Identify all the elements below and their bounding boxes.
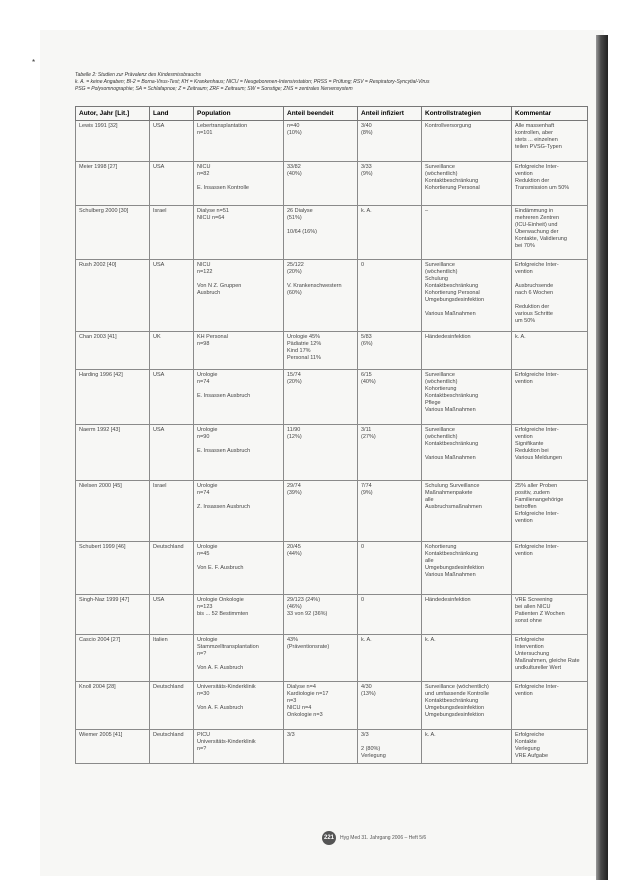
cell-author: Cascio 2004 [27] <box>76 635 150 682</box>
col-header-author: Autor, Jahr [Lit.] <box>76 107 150 121</box>
cell-author: Lewis 1991 [32] <box>76 121 150 162</box>
col-header-comment: Kommentar <box>512 107 588 121</box>
cell-country: USA <box>150 425 194 481</box>
col-header-control-strategies: Kontrollstrategien <box>422 107 512 121</box>
table-row <box>76 206 588 260</box>
cell-colonized: 3/3 <box>284 730 358 764</box>
cell-comment: Erfolgreiche Inter- vention <box>512 542 588 595</box>
cell-control-strategies: Surveillance (wöchentlich) Kontaktbeschränkung Kohortierung Personal <box>422 162 512 206</box>
studies-table <box>75 106 588 764</box>
table-row <box>76 481 588 542</box>
cell-author: Naerm 1992 [43] <box>76 425 150 481</box>
cell-population: Lebertransplantation n=101 <box>194 121 284 162</box>
cell-infected: 0 <box>358 542 422 595</box>
cell-comment: Alle massenhaft kontrollen, aber stets ... einzelnen teilen PVSG-Typen <box>512 121 588 162</box>
page-footer <box>322 832 426 844</box>
cell-colonized: 43% (Präventionsrate) <box>284 635 358 682</box>
col-header-population: Population <box>194 107 284 121</box>
cell-population: Urologie n=45 Von E. F. Ausbruch <box>194 542 284 595</box>
table-row <box>76 162 588 206</box>
col-header-share-colonized: Anteil beendeit <box>284 107 358 121</box>
cell-colonized: 29/123 (24%) (46%) 33 von 92 (36%) <box>284 595 358 635</box>
cell-country: Deutschland <box>150 542 194 595</box>
cell-population: Dialyse n=51 NICU n=64 <box>194 206 284 260</box>
table-row <box>76 121 588 162</box>
cell-country: USA <box>150 370 194 425</box>
cell-population: Urologie n=90 E. Insassen Ausbruch <box>194 425 284 481</box>
cell-colonized: Dialyse n=4 Kardiologie n=17 n=3 NICU n=4 Onkologie n=3 <box>284 682 358 730</box>
cell-comment: Erfolgreiche Kontakte Verlegung VRE Aufgabe <box>512 730 588 764</box>
cell-population: KH Personal n=98 <box>194 332 284 370</box>
cell-country: UK <box>150 332 194 370</box>
cell-control-strategies: Schulung Surveillance Maßnahmenpakete alle Ausbruchsmaßnahmen <box>422 481 512 542</box>
cell-author: Harding 1996 [42] <box>76 370 150 425</box>
cell-population: Urologie Stammzelltransplantation n=? Von A. F. Ausbruch <box>194 635 284 682</box>
cell-country: Deutschland <box>150 730 194 764</box>
page-number: 221 <box>322 831 336 845</box>
cell-country: USA <box>150 162 194 206</box>
table-header-row <box>76 107 588 121</box>
cell-control-strategies: k. A. <box>422 635 512 682</box>
cell-country: Israel <box>150 206 194 260</box>
cell-infected: k. A. <box>358 206 422 260</box>
cell-author: Nielsen 2000 [45] <box>76 481 150 542</box>
cell-author: Wiemer 2005 [41] <box>76 730 150 764</box>
cell-author: Chan 2003 [41] <box>76 332 150 370</box>
caption-line: k. A. = keine Angaben; BI-2 = Borna-Virus-Test; KH = Krankenhaus; NICU = Neugeborenen-Intensivstation; PRSS = Prüfung; RSV = Respiratory-Syncytial-Virus <box>75 79 430 85</box>
cell-colonized: Urologie 45% Pädiatrie 12% Kind 17% Personal 11% <box>284 332 358 370</box>
cell-comment: k. A. <box>512 332 588 370</box>
cell-comment: Erfolgreiche Inter- vention <box>512 682 588 730</box>
cell-colonized: 20/45 (44%) <box>284 542 358 595</box>
cell-country: USA <box>150 595 194 635</box>
col-header-country: Land <box>150 107 194 121</box>
cell-control-strategies: Kontrollversorgung <box>422 121 512 162</box>
cell-country: Israel <box>150 481 194 542</box>
caption-line: PSG = Polysomnographie; SA = Schlafapnoe; Z = Zeitraum; ZRF = Zeitraum; SW = Sonstige; ZNS = zentrales Nervensystem <box>75 86 353 92</box>
cell-control-strategies: k. A. <box>422 730 512 764</box>
cell-control-strategies: Händedesinfektion <box>422 332 512 370</box>
cell-infected: 0 <box>358 595 422 635</box>
table-row <box>76 260 588 332</box>
cell-author: Singh-Naz 1999 [47] <box>76 595 150 635</box>
table-row <box>76 730 588 764</box>
cell-population: NICU n=82 E. Insassen Kontrolle <box>194 162 284 206</box>
cell-country: USA <box>150 121 194 162</box>
cell-infected: 3/3 2 (80%) Verlegung <box>358 730 422 764</box>
cell-comment: VRE Screening bei allen NICU Patienten Z Wochen sonst ohne <box>512 595 588 635</box>
caption-line: Tabelle 2: Studien zur Prävalenz des Kindesmissbrauchs <box>75 72 201 78</box>
col-header-share-infected: Anteil infiziert <box>358 107 422 121</box>
table-row <box>76 542 588 595</box>
cell-control-strategies: Händedesinfektion <box>422 595 512 635</box>
table-row <box>76 595 588 635</box>
cell-control-strategies: Surveillance (wöchentlich) und umfassende Kontrolle Kontaktbeschränkung Umgebungsdesinfektion Umgebungsdesinfektion <box>422 682 512 730</box>
table-row <box>76 425 588 481</box>
cell-population: Urologie n=74 Z. Insassen Ausbruch <box>194 481 284 542</box>
table-caption <box>75 72 575 93</box>
cell-author: Schulberg 2000 [30] <box>76 206 150 260</box>
cell-colonized: 29/74 (39%) <box>284 481 358 542</box>
cell-comment: Erfolgreiche Intervention Untersuchung Maßnahmen, gleiche Rate undkultureller Wert <box>512 635 588 682</box>
cell-colonized: 26 Dialyse (51%) 10/64 (16%) <box>284 206 358 260</box>
cell-comment: Eindämmung in mehreren Zentren (ICU-Einheit) und Überwachung der Kontakte, Validierung bei 70% <box>512 206 588 260</box>
journal-citation: Hyg Med 31. Jahrgang 2006 – Heft 5/6 <box>340 835 427 841</box>
cell-infected: 3/11 (27%) <box>358 425 422 481</box>
cell-colonized: 15/74 (20%) <box>284 370 358 425</box>
cell-infected: 3/33 (9%) <box>358 162 422 206</box>
cell-control-strategies: Surveillance (wöchentlich) Kontaktbeschränkung Various Maßnahmen <box>422 425 512 481</box>
cell-population: Universitäts-Kinderklinik n=30 Von A. F. Ausbruch <box>194 682 284 730</box>
table-row <box>76 370 588 425</box>
cell-colonized: 25/122 (20%) V. Krankenschwestern (60%) <box>284 260 358 332</box>
cell-colonized: n=40 (10%) <box>284 121 358 162</box>
table-row <box>76 332 588 370</box>
cell-infected: 5/83 (6%) <box>358 332 422 370</box>
cell-population: Urologie n=74 E. Insassen Ausbruch <box>194 370 284 425</box>
cell-comment: Erfolgreiche Inter- vention Ausbruchsende nach 6 Wochen Reduktion der various Schritte um 50% <box>512 260 588 332</box>
cell-author: Schubert 1999 [46] <box>76 542 150 595</box>
cell-control-strategies: Kohortierung Kontaktbeschränkung alle Umgebungsdesinfektion Various Maßnahmen <box>422 542 512 595</box>
cell-country: Italien <box>150 635 194 682</box>
cell-population: Urologie Onkologie n=123 bis ... 52 Bestimmten <box>194 595 284 635</box>
table-row <box>76 635 588 682</box>
cell-infected: 6/15 (40%) <box>358 370 422 425</box>
cell-control-strategies: – <box>422 206 512 260</box>
cell-control-strategies: Surveillance (wöchentlich) Schulung Kontaktbeschränkung Kohortierung Personal Umgebungsdesinfektion Various Maßnahmen <box>422 260 512 332</box>
cell-infected: 7/74 (9%) <box>358 481 422 542</box>
page-edge-shadow <box>596 35 608 880</box>
cell-infected: 0 <box>358 260 422 332</box>
cell-comment: 25% aller Proben positiv, zudem Familienangehörige betroffen Erfolgreiche Inter- vention <box>512 481 588 542</box>
cell-comment: Erfolgreiche Inter- vention <box>512 370 588 425</box>
margin-mark: * <box>32 58 36 67</box>
cell-population: NICU n=122 Von N Z. Gruppen Ausbruch <box>194 260 284 332</box>
cell-author: Knoll 2004 [28] <box>76 682 150 730</box>
cell-comment: Erfolgreiche Inter- vention Signifikante Reduktion bei Various Meldungen <box>512 425 588 481</box>
cell-infected: k. A. <box>358 635 422 682</box>
cell-population: PICU Universitäts-Kinderklinik n=? <box>194 730 284 764</box>
cell-country: USA <box>150 260 194 332</box>
cell-infected: 3/40 (8%) <box>358 121 422 162</box>
cell-control-strategies: Surveillance (wöchentlich) Kohortierung Kontaktbeschränkung Pflege Various Maßnahmen <box>422 370 512 425</box>
cell-author: Meier 1998 [27] <box>76 162 150 206</box>
cell-comment: Erfolgreiche Inter- vention Reduktion der Transmission um 50% <box>512 162 588 206</box>
cell-author: Rush 2002 [40] <box>76 260 150 332</box>
cell-infected: 4/30 (13%) <box>358 682 422 730</box>
cell-country: Deutschland <box>150 682 194 730</box>
cell-colonized: 33/82 (40%) <box>284 162 358 206</box>
table-row <box>76 682 588 730</box>
cell-colonized: 11/90 (12%) <box>284 425 358 481</box>
